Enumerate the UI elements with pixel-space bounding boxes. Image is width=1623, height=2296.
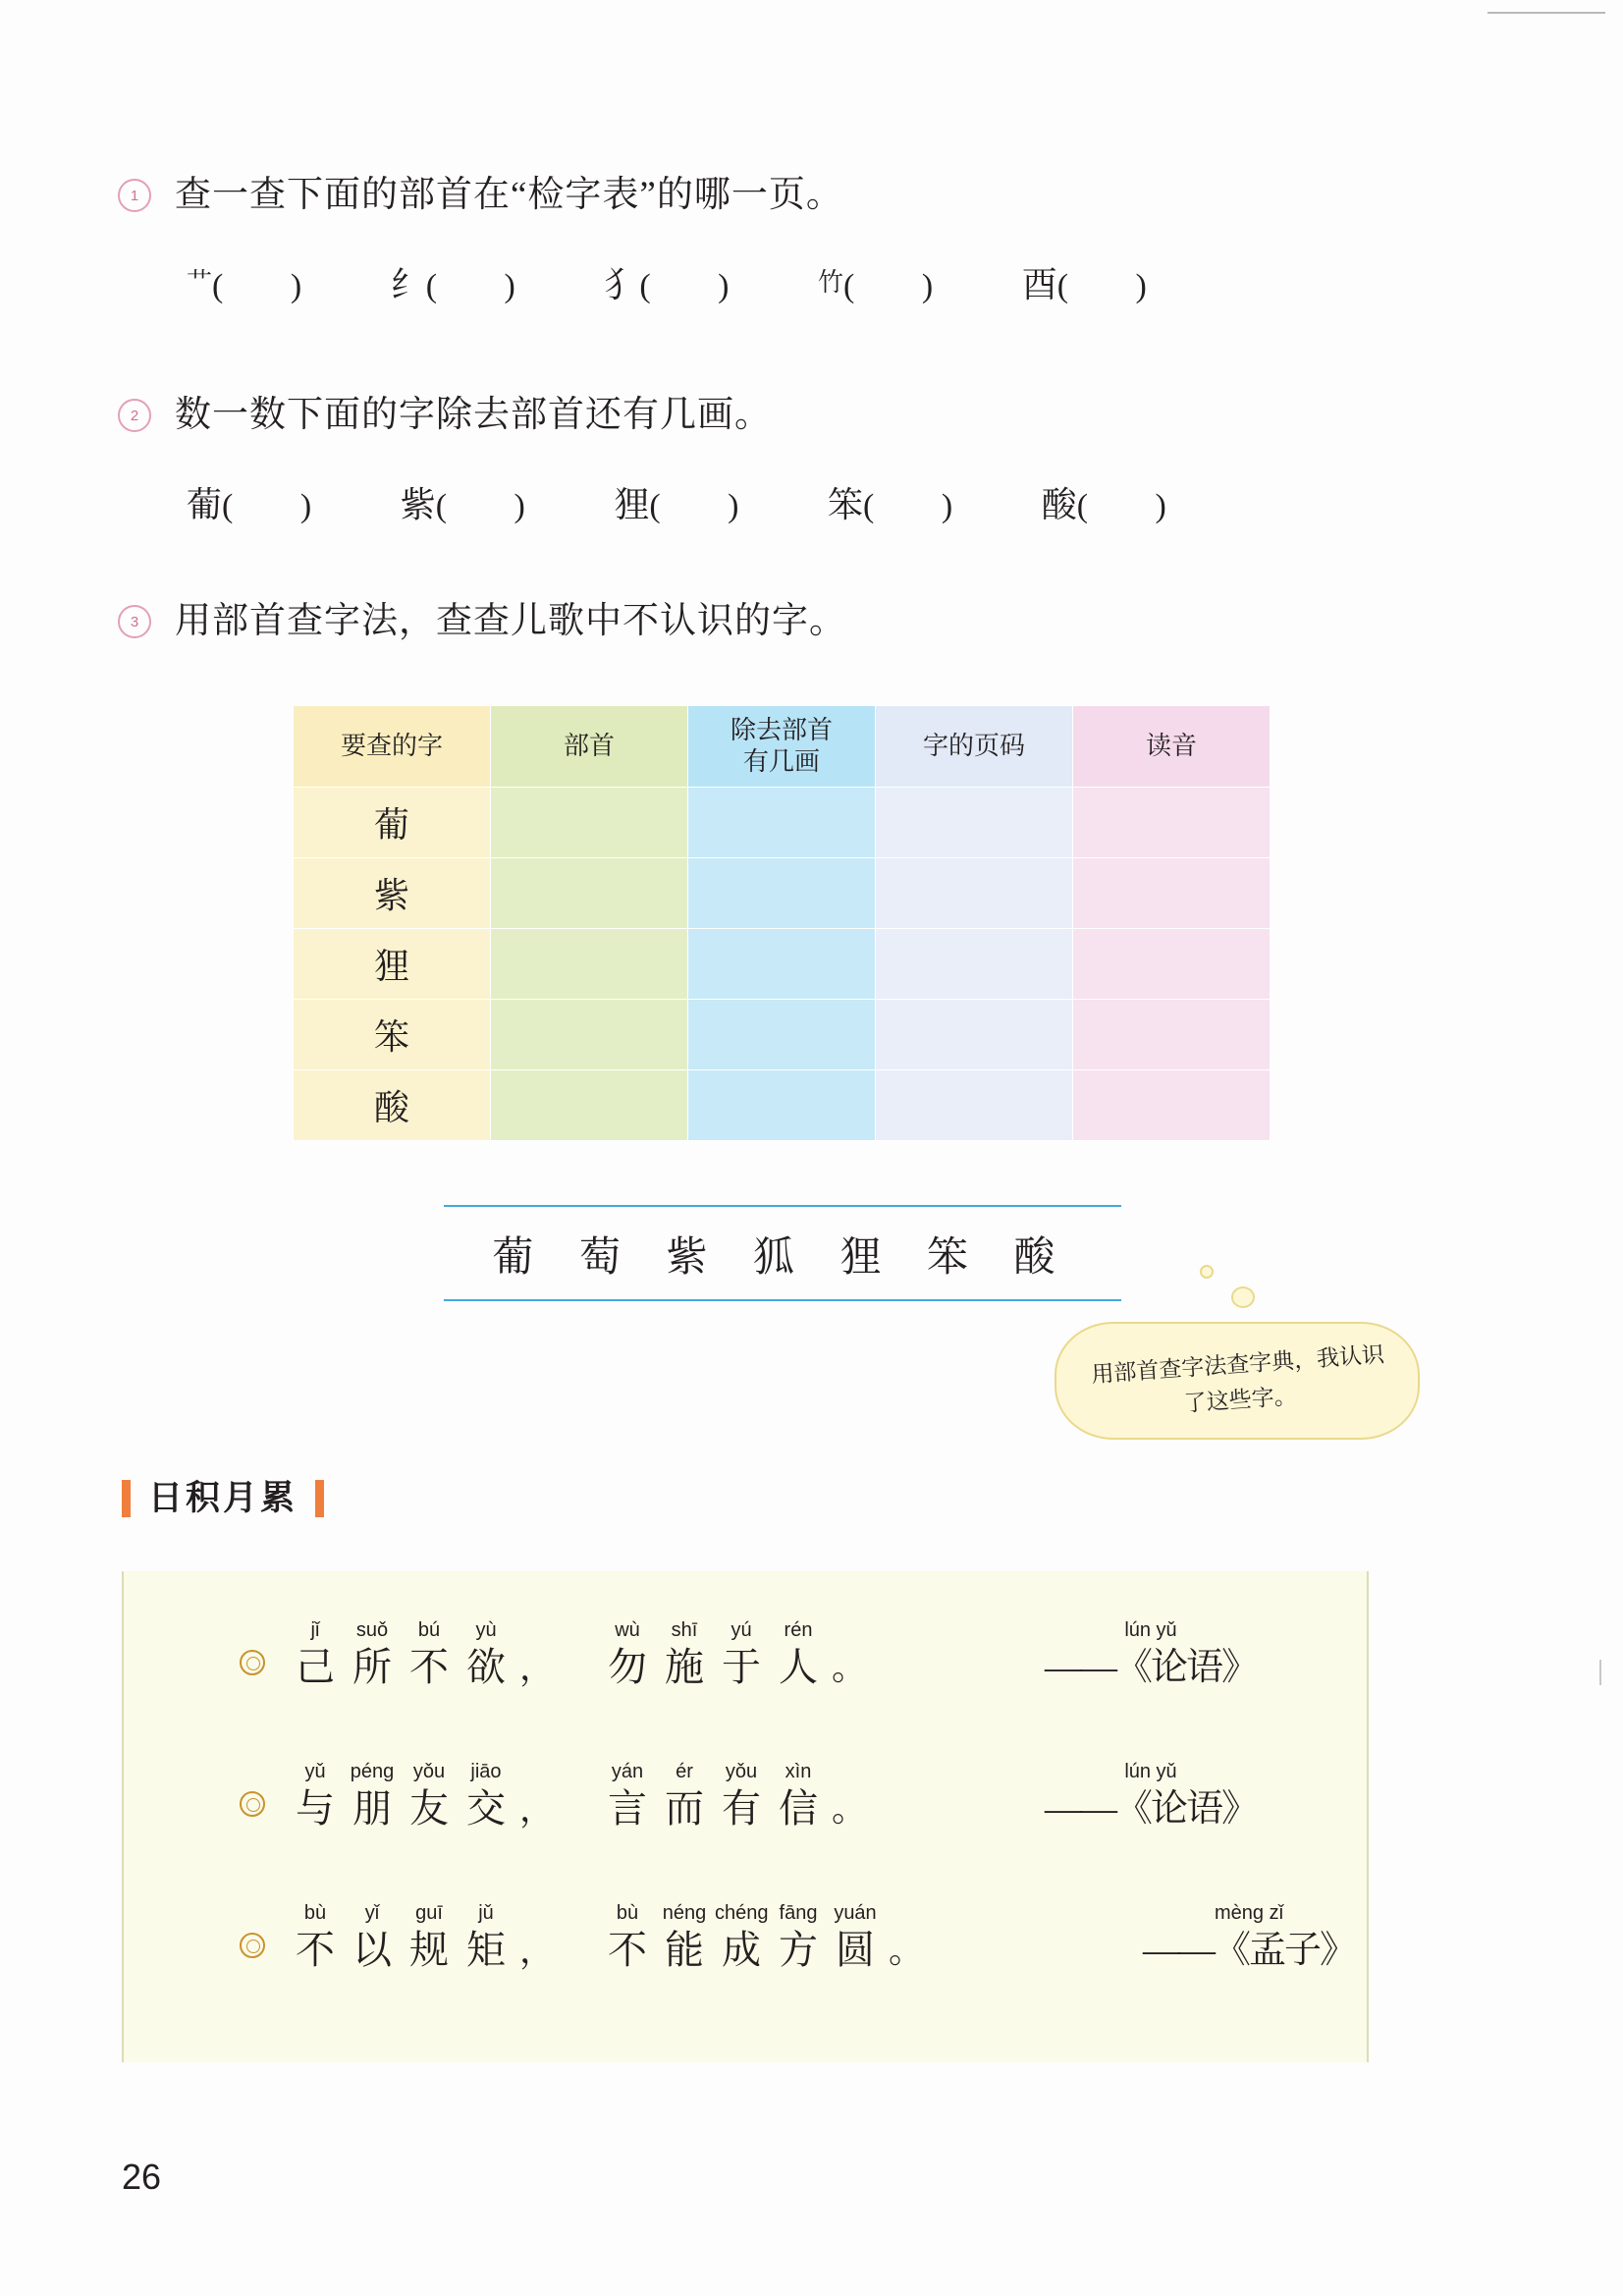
punctuation: ，: [518, 1648, 555, 1687]
table-row: [294, 1070, 1271, 1141]
hanzi: 勿: [608, 1645, 647, 1689]
table-cell-page[interactable]: [876, 788, 1073, 858]
hanzi-unit: [772, 1760, 825, 1834]
pinyin: wù: [615, 1619, 640, 1641]
quote-3-line: [289, 1901, 927, 1976]
panel-border-left: [122, 1571, 124, 2062]
page-edge-mark-top: [1488, 12, 1605, 14]
quote-marker-icon: [240, 1933, 265, 1958]
pinyin: ér: [676, 1761, 693, 1782]
table-header-cell-1: 要查的字: [294, 706, 491, 788]
exercise-1-cell-1[interactable]: [187, 262, 331, 305]
table-cell-radical[interactable]: [491, 929, 688, 1000]
hanzi-unit: [289, 1618, 342, 1693]
hanzi-unit: [772, 1618, 825, 1693]
blank-parentheses: ( ): [212, 268, 332, 304]
punctuation-unit: [829, 1760, 870, 1834]
table-cell-radical[interactable]: [491, 1070, 688, 1141]
strip-rule-bottom: [444, 1299, 1121, 1301]
hanzi-unit: [346, 1760, 399, 1834]
pinyin: yú: [730, 1619, 752, 1641]
hanzi-unit: [346, 1618, 399, 1693]
hanzi-unit: [346, 1901, 399, 1976]
table-cell-radical[interactable]: [491, 788, 688, 858]
hanzi: 能: [665, 1928, 704, 1972]
hanzi-unit: [715, 1618, 768, 1693]
hanzi-unit: [403, 1760, 456, 1834]
hanzi: 于: [722, 1645, 761, 1689]
pinyin: bù: [616, 1902, 639, 1924]
section-title: 日积月累: [148, 1479, 298, 1517]
hanzi: 言: [608, 1786, 647, 1831]
exercise-1-cell-3[interactable]: [604, 257, 758, 307]
table-cell-strokes[interactable]: [688, 1070, 876, 1141]
table-cell-page[interactable]: [876, 858, 1073, 929]
hanzi: 以: [352, 1928, 392, 1972]
pinyin: yǒu: [412, 1761, 446, 1782]
hanzi: 交: [466, 1786, 506, 1831]
punctuation: ，: [518, 1931, 555, 1970]
punctuation: ，: [518, 1789, 555, 1829]
table-cell-pinyin[interactable]: [1073, 1000, 1271, 1070]
hanzi-unit: [601, 1618, 654, 1693]
word-strip: [444, 1205, 1121, 1301]
punctuation: 。: [831, 1789, 867, 1829]
hanzi-unit: [772, 1901, 825, 1976]
target-char: 紫: [400, 485, 436, 524]
hanzi-unit: [601, 1760, 654, 1834]
table-header-cell-4: 字的页码: [876, 706, 1073, 788]
table-header-cell-2: 部首: [491, 706, 688, 788]
blank-parentheses: ( ): [435, 488, 555, 524]
hanzi: 有: [722, 1786, 761, 1831]
hanzi: 方: [779, 1928, 818, 1972]
hanzi-unit: [658, 1901, 711, 1976]
hanzi-unit: [658, 1760, 711, 1834]
blank-parentheses: ( ): [649, 488, 769, 524]
target-char: 葡: [187, 485, 223, 524]
target-char: 酸: [1041, 485, 1077, 524]
section-heading: [122, 1471, 324, 1520]
pinyin: rén: [784, 1619, 813, 1641]
table-cell-char: 酸: [294, 1070, 491, 1141]
speech-bubble-text: 用部首查字法查字典，我认识了这些字。: [1090, 1341, 1385, 1416]
punctuation: 。: [888, 1931, 924, 1970]
table-cell-pinyin[interactable]: [1073, 929, 1271, 1000]
pinyin: jiāo: [470, 1761, 502, 1782]
blank-parentheses: ( ): [863, 488, 983, 524]
punctuation: 。: [831, 1648, 867, 1687]
table-row: [294, 858, 1271, 929]
hanzi: 不: [409, 1645, 449, 1689]
table-cell-pinyin[interactable]: [1073, 788, 1271, 858]
source-text: ——《论语》: [1045, 1788, 1258, 1830]
hanzi-unit: [460, 1760, 513, 1834]
pinyin: yán: [611, 1761, 644, 1782]
hanzi-unit: [658, 1618, 711, 1693]
punctuation-unit: [829, 1618, 870, 1693]
hanzi: 朋: [352, 1786, 392, 1831]
hanzi: 圆: [836, 1928, 875, 1972]
table-header-row: [294, 706, 1271, 788]
pinyin: yuán: [834, 1902, 877, 1924]
hanzi: 人: [779, 1645, 818, 1689]
heading-bar-right: [315, 1480, 324, 1517]
speech-bubble: [1055, 1322, 1420, 1440]
quotes-panel: [122, 1571, 1369, 2062]
punctuation-unit: [516, 1901, 558, 1976]
radical-char: 犭: [604, 265, 640, 304]
radical-char: 纟: [390, 265, 426, 304]
exercise-2-cell-2[interactable]: [401, 477, 555, 527]
table-cell-strokes[interactable]: [688, 858, 876, 929]
exercise-2-cell-3[interactable]: [614, 477, 768, 527]
exercise-1-cell-2[interactable]: [391, 257, 545, 307]
pinyin: jǐ: [310, 1619, 320, 1641]
quote-2-line: [289, 1760, 870, 1834]
lookup-worksheet-table: [293, 705, 1271, 1141]
exercise-2-cell-1[interactable]: [187, 477, 341, 527]
hanzi-unit: [601, 1901, 654, 1976]
pinyin: yǔ: [304, 1761, 326, 1782]
exercise-1-cell-5[interactable]: [1022, 257, 1176, 307]
pinyin: chéng: [715, 1902, 769, 1924]
hanzi-unit: [460, 1618, 513, 1693]
pinyin: bú: [417, 1619, 441, 1641]
hanzi: 不: [296, 1928, 335, 1972]
hanzi-unit: [403, 1618, 456, 1693]
table-header-cell-3: 除去部首 有几画: [688, 706, 876, 788]
table-cell-page[interactable]: [876, 929, 1073, 1000]
blank-parentheses: ( ): [222, 488, 342, 524]
heading-bar-left: [122, 1480, 131, 1517]
pinyin: [829, 1760, 870, 1783]
pinyin: péng: [350, 1761, 395, 1782]
table-cell-radical[interactable]: [491, 1000, 688, 1070]
table-row: [294, 929, 1271, 1000]
hanzi: 而: [665, 1786, 704, 1831]
radical-char: 酉: [1021, 265, 1057, 304]
target-char: 笨: [828, 485, 864, 524]
exercise-2-answer-row: [187, 477, 1247, 527]
hanzi-unit: [403, 1901, 456, 1976]
table-cell-pinyin[interactable]: [1073, 858, 1271, 929]
pinyin: suǒ: [355, 1619, 389, 1641]
punctuation-unit: [516, 1618, 558, 1693]
bubble-tail-dot-small: [1200, 1265, 1214, 1279]
table-cell-char: 葡: [294, 788, 491, 858]
exercise-3-bullet: 3: [118, 605, 151, 638]
hanzi: 友: [409, 1786, 449, 1831]
strip-words: 葡 萄 紫 狐 狸 笨 酸: [492, 1235, 1073, 1281]
source-pinyin: mèng zǐ: [1214, 1902, 1284, 1924]
radical-char: 艹: [187, 268, 213, 297]
hanzi: 施: [665, 1645, 704, 1689]
exercise-1-bullet: 1: [118, 179, 151, 212]
table-cell-char: 紫: [294, 858, 491, 929]
exercise-1-prompt: 查一查下面的部首在“检字表”的哪一页。: [175, 175, 843, 215]
pinyin: guī: [415, 1902, 443, 1924]
pinyin: [516, 1618, 558, 1642]
blank-parentheses: ( ): [425, 268, 545, 304]
hanzi-unit: [289, 1760, 342, 1834]
table-cell-char: 笨: [294, 1000, 491, 1070]
table-cell-page[interactable]: [876, 1070, 1073, 1141]
hanzi: 所: [352, 1645, 392, 1689]
table-cell-strokes[interactable]: [688, 929, 876, 1000]
source-text: ——《孟子》: [1143, 1930, 1356, 1971]
quote-2-source: [1045, 1760, 1257, 1834]
exercise-3-prompt: 用部首查字法，查查儿歌中不认识的字。: [175, 601, 846, 641]
exercise-2-cell-4[interactable]: [828, 477, 982, 527]
page-number: 26: [122, 2157, 162, 2197]
page-edge-mark-right: [1599, 1660, 1601, 1685]
table-header-cell-5: 读音: [1073, 706, 1271, 788]
source-pinyin: lún yǔ: [1124, 1619, 1177, 1641]
pinyin: shī: [671, 1619, 698, 1641]
hanzi: 与: [296, 1786, 335, 1831]
exercise-2-prompt: 数一数下面的字除去部首还有几画。: [175, 395, 772, 435]
hanzi-unit: [460, 1901, 513, 1976]
blank-parentheses: ( ): [843, 268, 963, 304]
quote-row-1: [181, 1599, 1339, 1726]
pinyin: [516, 1901, 558, 1925]
exercise-1-answer-row: [187, 257, 1227, 307]
hanzi: 信: [779, 1786, 818, 1831]
table-cell-radical[interactable]: [491, 858, 688, 929]
pinyin: jǔ: [478, 1902, 494, 1924]
hanzi: 规: [409, 1928, 449, 1972]
hanzi: 矩: [466, 1928, 506, 1972]
hanzi: 成: [722, 1928, 761, 1972]
table-cell-char: 狸: [294, 929, 491, 1000]
blank-parentheses: ( ): [1056, 268, 1176, 304]
pinyin: néng: [662, 1902, 707, 1924]
bubble-tail-dot-large: [1231, 1286, 1255, 1308]
quote-marker-icon: [240, 1650, 265, 1675]
quote-1-line: [289, 1618, 870, 1693]
pinyin: bù: [303, 1902, 327, 1924]
blank-parentheses: ( ): [1076, 488, 1196, 524]
pinyin: yǐ: [364, 1902, 380, 1924]
punctuation-unit: [516, 1760, 558, 1834]
quote-row-2: [181, 1740, 1339, 1868]
table-row: [294, 1000, 1271, 1070]
panel-border-right: [1367, 1571, 1369, 2062]
exercise-2-cell-5[interactable]: [1042, 477, 1196, 527]
pinyin: yù: [475, 1619, 497, 1641]
table-cell-page[interactable]: [876, 1000, 1073, 1070]
quote-3-source: [1143, 1901, 1355, 1976]
exercise-2-bullet: 2: [118, 399, 151, 432]
pinyin: [886, 1901, 927, 1925]
hanzi-unit: [829, 1901, 882, 1976]
blank-parentheses: ( ): [639, 268, 759, 304]
radical-char: 竹: [818, 268, 844, 297]
punctuation-unit: [886, 1901, 927, 1976]
source-pinyin: lún yǔ: [1124, 1761, 1177, 1782]
pinyin: [516, 1760, 558, 1783]
pinyin: yǒu: [725, 1761, 758, 1782]
quote-row-3: [181, 1882, 1356, 2009]
exercise-1-cell-4[interactable]: [818, 262, 962, 305]
pinyin: [829, 1618, 870, 1642]
hanzi-unit: [289, 1901, 342, 1976]
hanzi: 欲: [466, 1645, 506, 1689]
table-cell-strokes[interactable]: [688, 1000, 876, 1070]
hanzi-unit: [715, 1760, 768, 1834]
quote-marker-icon: [240, 1791, 265, 1817]
quote-1-source: [1045, 1618, 1257, 1693]
hanzi: 己: [296, 1645, 335, 1689]
table-cell-strokes[interactable]: [688, 788, 876, 858]
pinyin: xìn: [784, 1761, 812, 1782]
hanzi-unit: [715, 1901, 768, 1976]
table-row: [294, 788, 1271, 858]
hanzi: 不: [608, 1928, 647, 1972]
pinyin: fāng: [779, 1902, 818, 1924]
table-cell-pinyin[interactable]: [1073, 1070, 1271, 1141]
target-char: 狸: [614, 485, 650, 524]
source-text: ——《论语》: [1045, 1647, 1258, 1688]
